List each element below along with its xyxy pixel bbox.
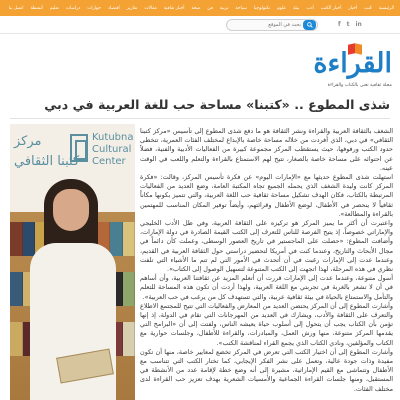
article-paragraph: الشغف بالثقافة العربية والقراءة ونشر الثقافة هو ما دفع شذى المطوع إلى تأسيس «مركز كتبنا الثقافي» في دبي، الذي أفردت من خلاله مساحة خاصة بالإبداع لمختلف الفئات العمرية، تتخطى حدود الكتب ورفوفها، حيث يستقطب المركز مجموعة كبيرة من الفعاليات الأدبية والفنية، فضلاً عن احتوائه على مساحة خاصة بالصغار، تتيح لهم الاستمتاع بالقراءة والتعلم واللعب في الوقت عينه. — [140, 127, 393, 172]
social-links — [338, 21, 362, 28]
nav-item[interactable]: تقارير — [126, 5, 138, 11]
search-icon — [307, 22, 313, 28]
article-photo — [10, 124, 135, 400]
nav-item[interactable]: كتب — [364, 5, 372, 11]
nav-menu — [0, 0, 400, 16]
nav-item[interactable]: أخبار الكتب — [320, 5, 342, 11]
title-divider — [10, 118, 390, 119]
top-nav-bar — [0, 0, 400, 16]
search-bar-row — [0, 16, 400, 34]
site-logo[interactable] — [313, 40, 392, 96]
photo-sign-arabic-line1: مركز — [14, 134, 42, 149]
nav-item[interactable]: دراسات — [65, 5, 81, 11]
woman-portrait — [30, 179, 116, 400]
nav-item[interactable]: بيئة — [293, 5, 300, 11]
nav-item[interactable]: مقالات — [144, 5, 157, 11]
article-paragraph: وأشارت المطوع إلى أن اختيار الكتب التي تعرض في المركز تخضع لمعايير خاصة، منها أن تكون مفيدة وذات جودة عالية، وتعمل على نشر الفكر الإيجابي، كما تختار الكتب التي تتناسب مع الأطفال وتتماشى مع القيم الإماراتية، مشيرة إلى أنه وضع خطة لإقامة عدد من الأنشطة في المستقبل، ومنها جلسات القراءة الجماعية والأمسيات الشعرية بهدف تعزيز حب القراءة لدى مختلف الفئات. — [140, 347, 393, 393]
photo-sign-english: Kutubna Cultural Center — [92, 132, 134, 167]
article-paragraph: وأشارت المطوع إلى أن المركز يحتضن العديد من المعارض والفعاليات التي تتيح للمجتمع الاطلاع والتعرف على الثقافة والأدب، ويشارك في العديد من المهرجانات التي تقام في الدولة، إذ إنها تؤمن بأن الكتاب يجب أن يتحول إلى أسلوب حياة يعيشه الناس، ولفتت إلى أن «البرامج التي يقدمها المركز متنوعة، منها ورش العمل، والمبادرات، والقراءة للأطفال، وجلسات حوارية مع الكتاب والمؤلفين، ونادي الكتاب الذي يجمع القراء لمناقشة الكتب». — [140, 301, 393, 347]
search-button[interactable] — [303, 20, 316, 30]
logo-text: القراءة — [313, 48, 392, 79]
nav-item[interactable]: أخبار — [348, 5, 358, 11]
nav-item[interactable]: اقتصاد — [107, 5, 120, 11]
linkedin-icon[interactable]: in — [355, 21, 362, 28]
article-title: شذى المطوع .. «كتبنا» مساحة حب للغة العربية في دبي — [44, 97, 390, 112]
logo-subtitle: مجلة ثقافية تعنى بالكتاب والقراءة — [327, 83, 392, 88]
nav-item[interactable]: الرئيسية — [378, 5, 394, 11]
article-paragraph: استهلت شذى المطوع حديثها مع «الإمارات اليوم» عن فكرة تأسيس المركز، وقالت: «فكرة المركز كانت وليدة الشغف الذي يحمله الجميع تجاه المكتبة العامة، وضع العديد من الفعاليات المرتبطة بالكتاب، فكان الهدف تشكيل مساحة ثقافية حب اللغة العربية، والتي تتميز بكونها مكاناً ثقافياً لا ينحصر في الأطفال، لوضع الأطفال وقرائتهم، وأيضاً توفير المكان المناسب للمهتمين بالقراءة والمطالعة». — [140, 173, 393, 218]
nav-item[interactable]: حوارات — [87, 5, 101, 11]
nav-item[interactable]: علوم — [277, 5, 287, 11]
nav-item[interactable]: تعليم — [49, 5, 59, 11]
article-paragraph: واعتبرت أن أكثر ما يميز المركز هو تركيزه على الثقافة العربية، وفي ظل الأدب الخليجي والإماراتي خصوصاً، إذ يتيح الفرصة للناس للتعرف إلى الكتب القيمة الصادرة في دولة الإمارات، وأضافت المطوع: «حصلت على الماجستير في تاريخ العصور الوسطى، وعملت كأن دائماً في مجال الأبحاث والتاريخ، وعندما كنت في أمريكا لتحضير دراستي حول الثقافة العربية في القديم، وعندما عدت إلى الإمارات رغبت في أن أتحدث في الأمور التي لم تتم ما الأشياء التي تلفت نظري في هذه المرحلة، لهذا اتجهت إلى الكتب المتنوعة لتسهيل الوصول إلى الكتاب». — [140, 219, 393, 274]
nav-item[interactable]: أنشطة — [30, 5, 43, 11]
nav-item[interactable]: أخبار ثقافية — [163, 5, 185, 11]
nav-item[interactable]: صحة — [191, 5, 201, 11]
facebook-icon[interactable]: f — [338, 21, 341, 28]
nav-item[interactable]: أدب — [306, 5, 314, 11]
article-paragraph: أسول متنوعة، وعندما عدت إلى الإمارات قررت أن أتعلم المزيد عن ثقافتنا العربية، وأن أساهم في أن لا تشعر بالغربة في تجربتي مع اللغة العربية، ولهذا أردت أن تكون هذه المساحة للتعلم والتأمل والاستمتاع بالحياة في بيئة ثقافية عربية، والتي تستهدف كل من يرغب في حب العربية». — [140, 274, 393, 301]
nav-item[interactable]: اتصل بنا — [8, 5, 24, 11]
article-body — [140, 127, 393, 400]
nav-item[interactable]: تكنولوجيا — [253, 5, 271, 11]
nav-item[interactable]: فن — [207, 5, 213, 11]
nav-item[interactable]: تربية — [219, 5, 229, 11]
twitter-icon[interactable]: t — [346, 21, 350, 28]
photo-sign-arabic-line2: كتبنا الثقافي — [14, 154, 80, 169]
nav-item[interactable]: سياحة — [235, 5, 247, 11]
center-emblem-icon — [70, 134, 88, 162]
